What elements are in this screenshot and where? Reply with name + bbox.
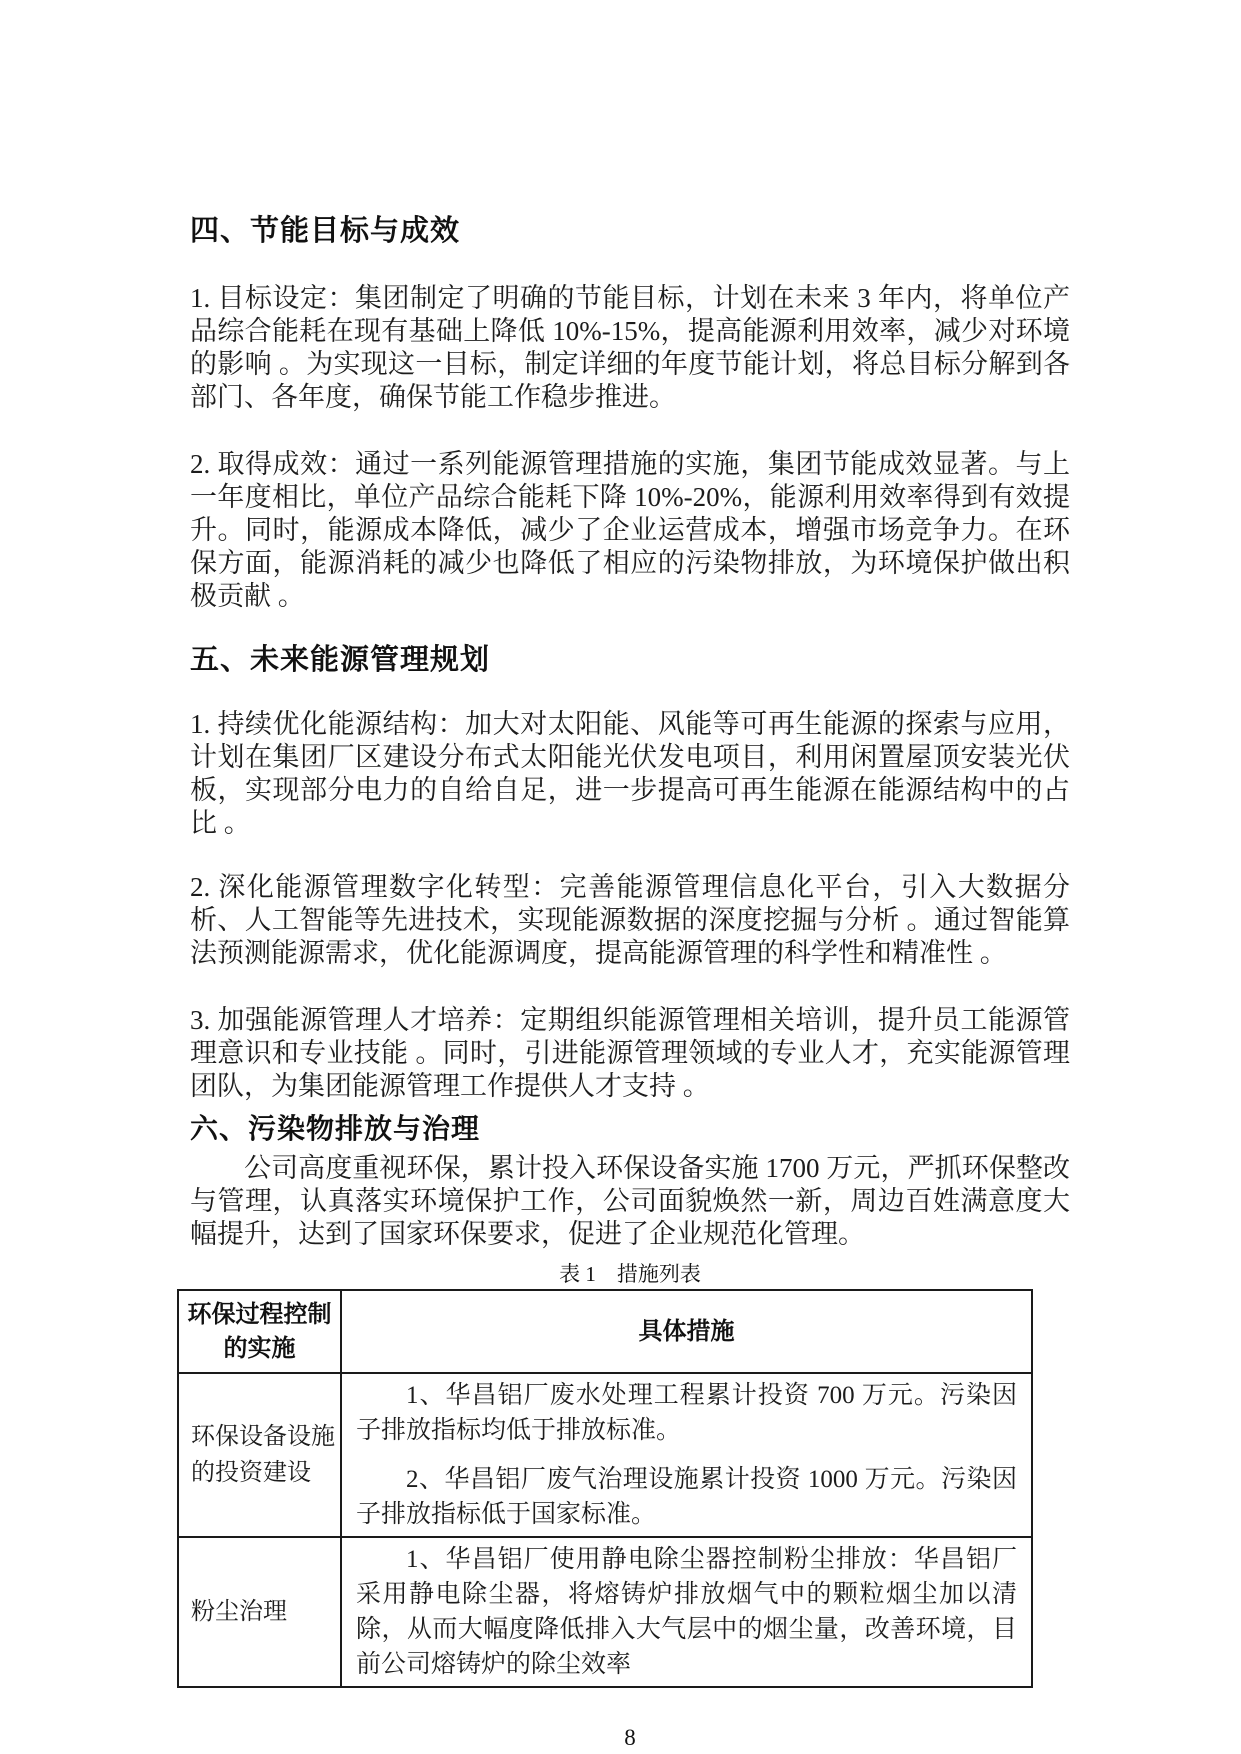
row-measures-dust-control bbox=[341, 1537, 1032, 1687]
paragraph-goal-setting: 1. 目标设定：集团制定了明确的节能目标，计划在未来 3 年内，将单位产品综合能耗在现有基础上降低 10%-15%，提高能源利用效率，减少对环境的影响 。为实现这一目标，制定详细的年度节能计划，将总目标分解到各部门、各年度，确保节能工作稳步推进。 bbox=[190, 283, 1070, 412]
page-number: 8 bbox=[624, 1725, 636, 1750]
section-heading-energy-saving-goals: 四、节能目标与成效 bbox=[190, 215, 461, 247]
table-caption: 表 1 措施列表 bbox=[559, 1262, 701, 1286]
table-row bbox=[178, 1373, 1032, 1537]
column-header-specific-measures: 具体措施 bbox=[341, 1290, 1032, 1373]
section-heading-pollutant-control: 六、污染物排放与治理 bbox=[190, 1113, 481, 1144]
column-header-process-control: 环保过程控制的实施 bbox=[178, 1290, 341, 1373]
paragraph-optimize-energy-structure: 1. 持续优化能源结构：加大对太阳能、风能等可再生能源的探索与应用，计划在集团厂区建设分布式太阳能光伏发电项目，利用闲置屋顶安装光伏板，实现部分电力的自给自足，进一步提高可再生能源在能源结构中的占比 。 bbox=[190, 709, 1070, 838]
paragraph-achievements: 2. 取得成效：通过一系列能源管理措施的实施，集团节能成效显著。与上一年度相比，单位产品综合能耗下降 10%-20%，能源利用效率得到有效提升。同时，能源成本降低，减少了企业运营成本，增强市场竞争力。在环保方面，能源消耗的减少也降低了相应的污染物排放，为环境保护做出积极贡献 。 bbox=[190, 449, 1070, 611]
document-body bbox=[187, 212, 1070, 1752]
section-heading-future-energy-plan: 五、未来能源管理规划 bbox=[190, 644, 491, 676]
row-category-dust-control: 粉尘治理 bbox=[178, 1537, 341, 1687]
measure-item: 1、华昌铝厂使用静电除尘器控制粉尘排放：华昌铝厂采用静电除尘器，将熔铸炉排放烟气中的颗粒烟尘加以清除，从而大幅度降低排入大气层中的烟尘量，改善环境，目前公司熔铸炉的除尘效率 bbox=[356, 1546, 1017, 1678]
measures-table bbox=[177, 1289, 1033, 1688]
table-row bbox=[178, 1537, 1032, 1687]
paragraph-talent-training: 3. 加强能源管理人才培养：定期组织能源管理相关培训，提升员工能源管理意识和专业技能 。同时，引进能源管理领域的专业人才，充实能源管理团队，为集团能源管理工作提供人才支持 。 bbox=[190, 1005, 1070, 1101]
row-measures-equipment-investment bbox=[341, 1373, 1032, 1537]
table-header-row bbox=[178, 1290, 1032, 1373]
row-category-equipment-investment: 环保设备设施的投资建设 bbox=[178, 1373, 341, 1537]
measure-item: 2、华昌铝厂废气治理设施累计投资 1000 万元。污染因子排放指标低于国家标准。 bbox=[356, 1466, 1017, 1528]
measure-item: 1、华昌铝厂废水处理工程累计投资 700 万元。污染因子排放指标均低于排放标准。 bbox=[356, 1382, 1017, 1444]
paragraph-environmental-investment: 公司高度重视环保，累计投入环保设备实施 1700 万元，严抓环保整改与管理，认真落实环境保护工作，公司面貌焕然一新，周边百姓满意度大幅提升，达到了国家环保要求，促进了企业规范化管理。 bbox=[190, 1153, 1070, 1249]
paragraph-digital-transformation: 2. 深化能源管理数字化转型：完善能源管理信息化平台，引入大数据分析、人工智能等先进技术，实现能源数据的深度挖掘与分析 。通过智能算法预测能源需求，优化能源调度，提高能源管理的科学性和精准性 。 bbox=[190, 872, 1070, 968]
